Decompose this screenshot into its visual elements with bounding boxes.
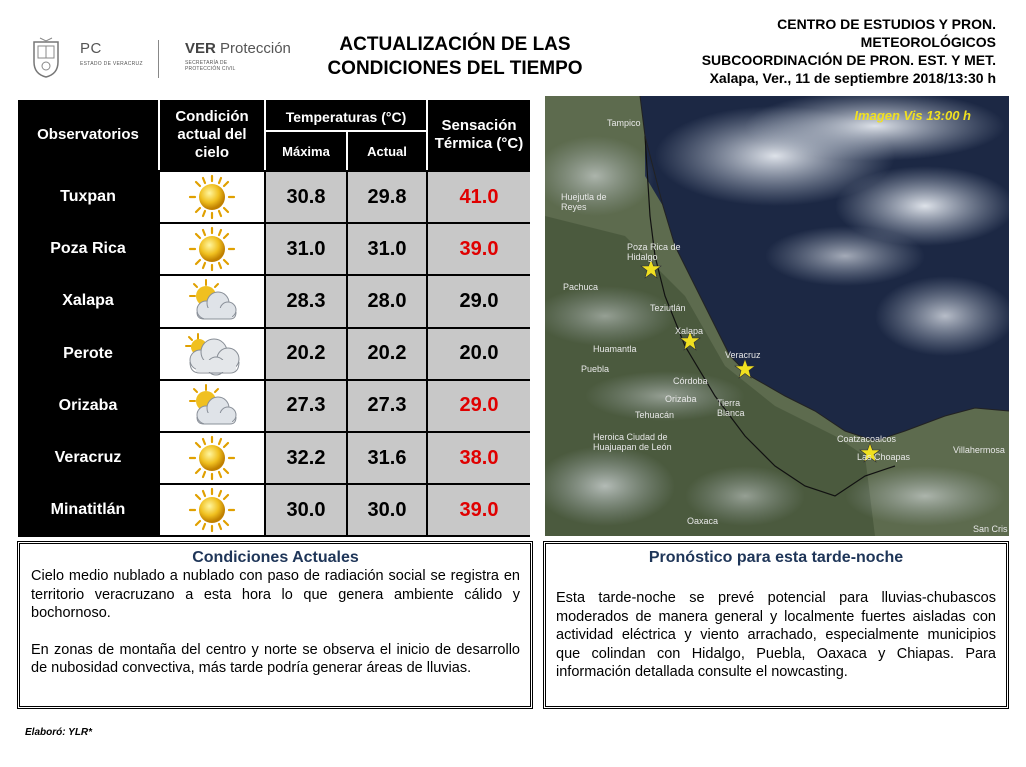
- page-title: ACTUALIZACIÓN DE LAS CONDICIONES DEL TIEMPO: [327, 34, 583, 79]
- sky-condition-cell: [160, 329, 264, 379]
- conditions-panel: [17, 541, 533, 709]
- map-label: Orizaba: [665, 394, 697, 404]
- actual-temp: 31.0: [348, 224, 426, 274]
- partly-cloudy-icon: [184, 278, 240, 324]
- forecast-paragraph: Esta tarde-noche se prevé potencial para lluvias-chubascos moderados de manera general y localmente fuertes aisladas con actividad eléctrica y viento arrachado, especialmente municipios que colindan con Hidalgo, Puebla, Oaxaca y Chiapas. Para información detallada consulte el nowcasting.: [556, 590, 996, 680]
- observatory-name: Tuxpan: [60, 188, 116, 206]
- thermal-sensation: 20.0: [428, 329, 530, 379]
- map-label: Tierra Blanca: [717, 398, 745, 418]
- max-temp: 30.8: [266, 172, 346, 222]
- col-header-maxima: Máxima: [282, 143, 330, 159]
- sky-condition-cell: [160, 276, 264, 326]
- observatories-table: [18, 100, 530, 537]
- observatory-name: Minatitlán: [50, 501, 126, 519]
- observatory-name: Orizaba: [58, 396, 118, 414]
- col-header-sensacion: Sensación Térmica (°C): [434, 117, 524, 152]
- pc-logo: PC ESTADO DE VERACRUZ: [80, 40, 143, 67]
- sun-icon: [186, 487, 238, 533]
- logo-divider: [158, 40, 159, 78]
- conditions-paragraph-1: Cielo medio nublado a nublado con paso de radiación social se registra en territorio veracruzano a esta hora lo que genera ambiente cálido y bochornoso.: [31, 568, 520, 621]
- conditions-title: Condiciones Actuales: [192, 549, 359, 566]
- forecast-title: Pronóstico para esta tarde-noche: [648, 549, 904, 566]
- observatory-name: Xalapa: [62, 292, 114, 310]
- sky-condition-cell: [160, 172, 264, 222]
- map-label: Oaxaca: [687, 516, 719, 526]
- header-divider: [264, 100, 266, 170]
- satellite-image: [545, 96, 1009, 536]
- map-label: Puebla: [581, 364, 610, 374]
- actual-temp: 29.8: [348, 172, 426, 222]
- max-temp: 27.3: [266, 381, 346, 431]
- ver-proteccion-logo: VER Protección SECRETARÍA DE PROTECCIÓN CIVIL: [185, 40, 291, 72]
- col-header-actual: Actual: [367, 143, 407, 159]
- conditions-paragraph-2: En zonas de montaña del centro y norte se observa el inicio de desarrollo de nubosidad convectiva, más tarde podría generar áreas de lluvias.: [31, 641, 520, 676]
- logo-area: [30, 36, 300, 82]
- map-label: Huamantla: [593, 344, 637, 354]
- actual-temp: 27.3: [348, 381, 426, 431]
- max-temp: 28.3: [266, 276, 346, 326]
- thermal-sensation: 29.0: [428, 381, 530, 431]
- max-temp: 31.0: [266, 224, 346, 274]
- sun-icon: [186, 174, 238, 220]
- issuer-info: CENTRO DE ESTUDIOS Y PRON. METEOROLÓGICOS SUBCOORDINACIÓN DE PRON. EST. Y MET. Xalapa, Ver., 11 de septiembre 2018/13:30 h: [701, 16, 996, 86]
- sky-condition-cell: [160, 224, 264, 274]
- col-header-condicion: Condición actual del cielo: [175, 108, 249, 161]
- observatory-name: Perote: [63, 344, 113, 362]
- actual-temp: 20.2: [348, 329, 426, 379]
- map-label: Teziutlán: [650, 303, 686, 313]
- satellite-map: [545, 96, 1009, 536]
- header-divider: [158, 100, 160, 170]
- map-label: Las Choapas: [857, 452, 911, 462]
- sky-condition-cell: [160, 485, 264, 535]
- col-header-observatorios: Observatorios: [37, 126, 139, 143]
- sun-icon: [186, 435, 238, 481]
- map-label: Pachuca: [563, 282, 599, 292]
- map-label: Tampico: [607, 118, 641, 128]
- map-label: Heroica Ciudad de Huajuapan de León: [593, 432, 672, 452]
- coat-of-arms-icon: [30, 36, 62, 78]
- max-temp: 30.0: [266, 485, 346, 535]
- actual-temp: 30.0: [348, 485, 426, 535]
- cloudy-icon: [182, 330, 242, 378]
- map-label: Poza Rica de Hidalgo: [627, 242, 681, 262]
- observatory-name: Poza Rica: [50, 240, 126, 258]
- map-label: Xalapa: [675, 326, 704, 336]
- sky-condition-cell: [160, 433, 264, 483]
- actual-temp: 31.6: [348, 433, 426, 483]
- actual-temp: 28.0: [348, 276, 426, 326]
- thermal-sensation: 29.0: [428, 276, 530, 326]
- map-label: San Cris: [973, 524, 1008, 534]
- map-label: Villahermosa: [953, 445, 1005, 455]
- thermal-sensation: 39.0: [428, 224, 530, 274]
- forecast-panel: [543, 541, 1009, 709]
- map-label: Córdoba: [673, 376, 708, 386]
- map-label: Veracruz: [725, 350, 761, 360]
- thermal-sensation: 38.0: [428, 433, 530, 483]
- map-label: Huejutla de Reyes: [561, 192, 607, 212]
- max-temp: 32.2: [266, 433, 346, 483]
- thermal-sensation: 39.0: [428, 485, 530, 535]
- sky-condition-cell: [160, 381, 264, 431]
- author-credit: Elaboró: YLR*: [25, 727, 93, 738]
- partly-cloudy-icon: [184, 383, 240, 429]
- observatory-name: Veracruz: [54, 449, 122, 467]
- thermal-sensation: 41.0: [428, 172, 530, 222]
- max-temp: 20.2: [266, 329, 346, 379]
- col-header-temperaturas: Temperaturas (°C): [285, 109, 407, 125]
- map-label: Coatzacoalcos: [837, 434, 897, 444]
- map-caption: Imagen Vis 13:00 h: [854, 108, 971, 123]
- sun-icon: [186, 226, 238, 272]
- map-label: Tehuacán: [635, 410, 675, 420]
